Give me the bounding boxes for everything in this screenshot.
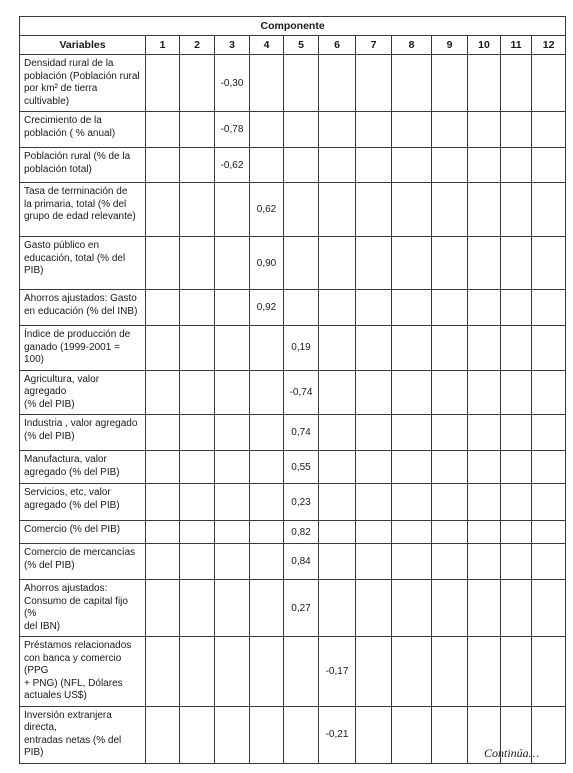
empty-cell bbox=[250, 326, 284, 371]
empty-cell bbox=[356, 706, 392, 763]
empty-cell bbox=[180, 290, 215, 326]
empty-cell bbox=[146, 415, 180, 451]
empty-cell bbox=[432, 706, 468, 763]
empty-cell bbox=[532, 148, 566, 183]
empty-cell bbox=[356, 484, 392, 521]
empty-cell bbox=[532, 55, 566, 112]
empty-cell bbox=[501, 415, 532, 451]
empty-cell bbox=[392, 290, 432, 326]
loading-value: 0,74 bbox=[284, 415, 319, 451]
table-row bbox=[20, 290, 566, 326]
empty-cell bbox=[532, 237, 566, 290]
empty-cell bbox=[146, 484, 180, 521]
empty-cell bbox=[468, 580, 501, 637]
empty-cell bbox=[432, 451, 468, 484]
column-header: 2 bbox=[180, 36, 215, 55]
column-header: 7 bbox=[356, 36, 392, 55]
empty-cell bbox=[432, 484, 468, 521]
empty-cell bbox=[284, 706, 319, 763]
empty-cell bbox=[146, 370, 180, 415]
empty-cell bbox=[284, 55, 319, 112]
empty-cell bbox=[532, 290, 566, 326]
empty-cell bbox=[501, 544, 532, 580]
table-row bbox=[20, 326, 566, 371]
empty-cell bbox=[468, 112, 501, 148]
column-header: 1 bbox=[146, 36, 180, 55]
empty-cell bbox=[215, 326, 250, 371]
loading-value: -0,30 bbox=[215, 55, 250, 112]
variable-label: Agricultura, valor agregado (% del PIB) bbox=[20, 370, 146, 415]
empty-cell bbox=[432, 148, 468, 183]
variable-label: Gasto público en educación, total (% del PIB) bbox=[20, 237, 146, 290]
empty-cell bbox=[180, 580, 215, 637]
loading-value: -0,21 bbox=[319, 706, 356, 763]
empty-cell bbox=[319, 326, 356, 371]
variable-label: Ahorros ajustados: Gasto en educación (% del INB) bbox=[20, 290, 146, 326]
empty-cell bbox=[319, 580, 356, 637]
empty-cell bbox=[432, 326, 468, 371]
variable-label: Comercio de mercancías (% del PIB) bbox=[20, 544, 146, 580]
empty-cell bbox=[215, 415, 250, 451]
variable-label: Manufactura, valor agregado (% del PIB) bbox=[20, 451, 146, 484]
empty-cell bbox=[356, 183, 392, 237]
componente-header-row bbox=[20, 17, 566, 36]
empty-cell bbox=[432, 237, 468, 290]
empty-cell bbox=[432, 370, 468, 415]
empty-cell bbox=[468, 148, 501, 183]
empty-cell bbox=[392, 544, 432, 580]
variable-label: Préstamos relacionados con banca y comercio (PPG + PNG) (NFL, Dólares actuales US$) bbox=[20, 637, 146, 707]
table-row bbox=[20, 370, 566, 415]
empty-cell bbox=[215, 484, 250, 521]
empty-cell bbox=[250, 370, 284, 415]
empty-cell bbox=[392, 183, 432, 237]
empty-cell bbox=[146, 148, 180, 183]
empty-cell bbox=[432, 580, 468, 637]
empty-cell bbox=[319, 148, 356, 183]
empty-cell bbox=[532, 112, 566, 148]
empty-cell bbox=[180, 484, 215, 521]
empty-cell bbox=[392, 148, 432, 183]
empty-cell bbox=[215, 183, 250, 237]
empty-cell bbox=[250, 484, 284, 521]
empty-cell bbox=[146, 290, 180, 326]
empty-cell bbox=[180, 183, 215, 237]
column-header: 11 bbox=[501, 36, 532, 55]
empty-cell bbox=[215, 370, 250, 415]
empty-cell bbox=[532, 544, 566, 580]
empty-cell bbox=[146, 237, 180, 290]
empty-cell bbox=[532, 484, 566, 521]
empty-cell bbox=[392, 637, 432, 707]
empty-cell bbox=[319, 544, 356, 580]
empty-cell bbox=[468, 521, 501, 544]
table-row bbox=[20, 183, 566, 237]
loading-value: 0,55 bbox=[284, 451, 319, 484]
empty-cell bbox=[501, 370, 532, 415]
column-header: 5 bbox=[284, 36, 319, 55]
empty-cell bbox=[501, 637, 532, 707]
loading-value: 0,62 bbox=[250, 183, 284, 237]
variable-label: Comercio (% del PIB) bbox=[20, 521, 146, 544]
empty-cell bbox=[215, 544, 250, 580]
empty-cell bbox=[501, 148, 532, 183]
empty-cell bbox=[250, 580, 284, 637]
empty-cell bbox=[468, 370, 501, 415]
empty-cell bbox=[215, 521, 250, 544]
variable-label: Ahorros ajustados: Consumo de capital fijo (% del IBN) bbox=[20, 580, 146, 637]
column-header: 9 bbox=[432, 36, 468, 55]
empty-cell bbox=[501, 55, 532, 112]
empty-cell bbox=[180, 637, 215, 707]
empty-cell bbox=[356, 148, 392, 183]
table-row bbox=[20, 544, 566, 580]
variable-label: Servicios, etc, valor agregado (% del PIB) bbox=[20, 484, 146, 521]
empty-cell bbox=[432, 637, 468, 707]
loading-value: -0,62 bbox=[215, 148, 250, 183]
empty-cell bbox=[146, 183, 180, 237]
empty-cell bbox=[146, 451, 180, 484]
empty-cell bbox=[319, 237, 356, 290]
empty-cell bbox=[432, 290, 468, 326]
empty-cell bbox=[146, 326, 180, 371]
column-header: 8 bbox=[392, 36, 432, 55]
empty-cell bbox=[501, 521, 532, 544]
empty-cell bbox=[319, 183, 356, 237]
empty-cell bbox=[180, 451, 215, 484]
loading-value: -0,17 bbox=[319, 637, 356, 707]
empty-cell bbox=[180, 55, 215, 112]
empty-cell bbox=[432, 183, 468, 237]
empty-cell bbox=[356, 55, 392, 112]
empty-cell bbox=[250, 637, 284, 707]
empty-cell bbox=[392, 370, 432, 415]
empty-cell bbox=[468, 544, 501, 580]
empty-cell bbox=[319, 484, 356, 521]
empty-cell bbox=[250, 451, 284, 484]
empty-cell bbox=[356, 451, 392, 484]
empty-cell bbox=[392, 706, 432, 763]
empty-cell bbox=[284, 112, 319, 148]
table-row bbox=[20, 451, 566, 484]
column-header: 3 bbox=[215, 36, 250, 55]
table-row bbox=[20, 237, 566, 290]
empty-cell bbox=[432, 55, 468, 112]
empty-cell bbox=[468, 55, 501, 112]
empty-cell bbox=[250, 112, 284, 148]
empty-cell bbox=[392, 326, 432, 371]
empty-cell bbox=[215, 451, 250, 484]
empty-cell bbox=[215, 237, 250, 290]
empty-cell bbox=[501, 290, 532, 326]
empty-cell bbox=[356, 370, 392, 415]
table-row bbox=[20, 521, 566, 544]
empty-cell bbox=[284, 237, 319, 290]
empty-cell bbox=[432, 544, 468, 580]
empty-cell bbox=[532, 580, 566, 637]
empty-cell bbox=[532, 521, 566, 544]
loading-value: -0,74 bbox=[284, 370, 319, 415]
empty-cell bbox=[392, 451, 432, 484]
table-row bbox=[20, 148, 566, 183]
empty-cell bbox=[532, 370, 566, 415]
table-row bbox=[20, 112, 566, 148]
empty-cell bbox=[432, 415, 468, 451]
empty-cell bbox=[356, 544, 392, 580]
empty-cell bbox=[180, 237, 215, 290]
empty-cell bbox=[501, 580, 532, 637]
empty-cell bbox=[432, 521, 468, 544]
empty-cell bbox=[319, 112, 356, 148]
loading-value: 0,82 bbox=[284, 521, 319, 544]
loading-value: 0,90 bbox=[250, 237, 284, 290]
loading-value: 0,19 bbox=[284, 326, 319, 371]
empty-cell bbox=[501, 183, 532, 237]
empty-cell bbox=[392, 112, 432, 148]
empty-cell bbox=[532, 637, 566, 707]
loading-value: 0,23 bbox=[284, 484, 319, 521]
empty-cell bbox=[392, 580, 432, 637]
empty-cell bbox=[468, 484, 501, 521]
empty-cell bbox=[501, 112, 532, 148]
empty-cell bbox=[392, 521, 432, 544]
empty-cell bbox=[146, 706, 180, 763]
empty-cell bbox=[180, 148, 215, 183]
empty-cell bbox=[356, 237, 392, 290]
column-header: 12 bbox=[532, 36, 566, 55]
empty-cell bbox=[532, 451, 566, 484]
empty-cell bbox=[284, 148, 319, 183]
empty-cell bbox=[392, 55, 432, 112]
column-header: 4 bbox=[250, 36, 284, 55]
empty-cell bbox=[356, 112, 392, 148]
empty-cell bbox=[532, 415, 566, 451]
empty-cell bbox=[501, 451, 532, 484]
empty-cell bbox=[215, 637, 250, 707]
empty-cell bbox=[501, 484, 532, 521]
empty-cell bbox=[180, 112, 215, 148]
continua-note: Continúa… bbox=[484, 746, 540, 760]
empty-cell bbox=[468, 237, 501, 290]
empty-cell bbox=[146, 580, 180, 637]
empty-cell bbox=[468, 326, 501, 371]
empty-cell bbox=[392, 415, 432, 451]
empty-cell bbox=[284, 290, 319, 326]
empty-cell bbox=[250, 544, 284, 580]
variable-label: Densidad rural de la población (Población rural por km² de tierra cultivable) bbox=[20, 55, 146, 112]
empty-cell bbox=[250, 415, 284, 451]
empty-cell bbox=[356, 290, 392, 326]
empty-cell bbox=[468, 451, 501, 484]
table-row bbox=[20, 637, 566, 707]
variable-label: Población rural (% de la población total) bbox=[20, 148, 146, 183]
table-body bbox=[20, 55, 566, 764]
variable-label: Inversión extranjera directa, entradas netas (% del PIB) bbox=[20, 706, 146, 763]
variable-label: Tasa de terminación de la primaria, total (% del grupo de edad relevante) bbox=[20, 183, 146, 237]
empty-cell bbox=[356, 415, 392, 451]
empty-cell bbox=[319, 521, 356, 544]
variables-header: Variables bbox=[20, 36, 146, 55]
empty-cell bbox=[319, 370, 356, 415]
empty-cell bbox=[215, 580, 250, 637]
empty-cell bbox=[392, 237, 432, 290]
loading-value: 0,27 bbox=[284, 580, 319, 637]
empty-cell bbox=[180, 415, 215, 451]
empty-cell bbox=[250, 521, 284, 544]
empty-cell bbox=[146, 521, 180, 544]
empty-cell bbox=[250, 706, 284, 763]
componente-header: Componente bbox=[20, 17, 566, 36]
empty-cell bbox=[319, 290, 356, 326]
empty-cell bbox=[250, 148, 284, 183]
loading-value: -0,78 bbox=[215, 112, 250, 148]
empty-cell bbox=[532, 326, 566, 371]
column-header: 6 bbox=[319, 36, 356, 55]
empty-cell bbox=[180, 326, 215, 371]
empty-cell bbox=[284, 183, 319, 237]
empty-cell bbox=[356, 637, 392, 707]
loading-value: 0,92 bbox=[250, 290, 284, 326]
column-header-row bbox=[20, 36, 566, 55]
empty-cell bbox=[146, 55, 180, 112]
empty-cell bbox=[319, 415, 356, 451]
empty-cell bbox=[468, 637, 501, 707]
empty-cell bbox=[468, 290, 501, 326]
empty-cell bbox=[250, 55, 284, 112]
empty-cell bbox=[146, 112, 180, 148]
empty-cell bbox=[180, 706, 215, 763]
empty-cell bbox=[215, 706, 250, 763]
empty-cell bbox=[319, 55, 356, 112]
empty-cell bbox=[356, 580, 392, 637]
empty-cell bbox=[468, 183, 501, 237]
empty-cell bbox=[215, 290, 250, 326]
variable-label: Índice de producción de ganado (1999-2001 = 100) bbox=[20, 326, 146, 371]
empty-cell bbox=[432, 112, 468, 148]
table-row bbox=[20, 580, 566, 637]
empty-cell bbox=[180, 370, 215, 415]
empty-cell bbox=[356, 326, 392, 371]
table-row bbox=[20, 484, 566, 521]
empty-cell bbox=[468, 415, 501, 451]
column-header: 10 bbox=[468, 36, 501, 55]
empty-cell bbox=[180, 521, 215, 544]
empty-cell bbox=[146, 637, 180, 707]
component-table bbox=[19, 16, 566, 764]
empty-cell bbox=[501, 237, 532, 290]
empty-cell bbox=[392, 484, 432, 521]
empty-cell bbox=[356, 521, 392, 544]
empty-cell bbox=[284, 637, 319, 707]
variable-label: Crecimiento de la población ( % anual) bbox=[20, 112, 146, 148]
variable-label: Industria , valor agregado (% del PIB) bbox=[20, 415, 146, 451]
loading-value: 0,84 bbox=[284, 544, 319, 580]
empty-cell bbox=[501, 326, 532, 371]
table-row bbox=[20, 55, 566, 112]
empty-cell bbox=[146, 544, 180, 580]
empty-cell bbox=[180, 544, 215, 580]
empty-cell bbox=[532, 183, 566, 237]
empty-cell bbox=[319, 451, 356, 484]
table-row bbox=[20, 415, 566, 451]
